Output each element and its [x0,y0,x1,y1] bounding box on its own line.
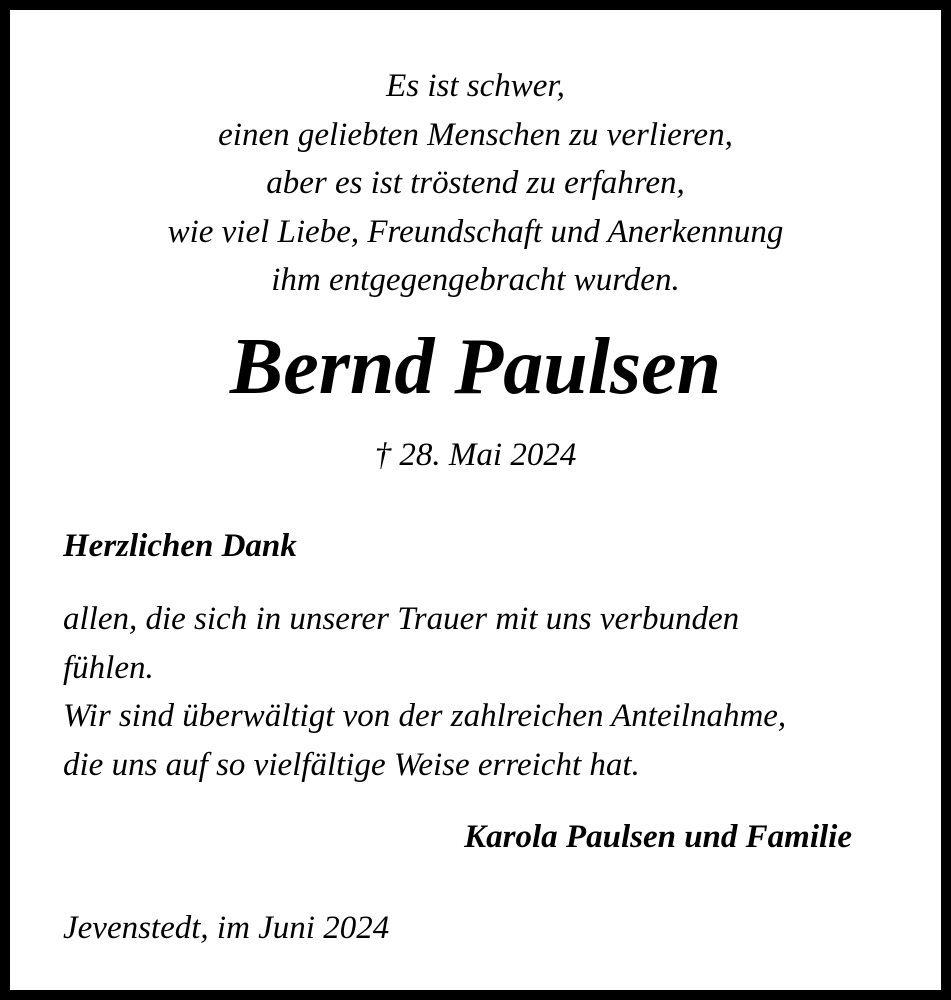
body-line: die uns auf so vielfältige Weise erreicht hat. [63,746,640,783]
death-date: † 28. Mai 2024 [374,437,577,473]
body-line: allen, die sich in unserer Trauer mit uns verbunden [63,601,740,637]
body-line: Wir sind überwältigt von der zahlreichen Anteilnahme, [63,698,787,734]
body-line: fühlen. [63,649,154,686]
poem-line: wie viel Liebe, Freundschaft und Anerkennung [167,213,784,250]
thanks-heading: Herzlichen Dank [63,528,297,564]
deceased-name: Bernd Paulsen [229,323,722,411]
poem-line: aber es ist tröstend zu erfahren, [266,165,685,201]
poem [10,62,941,305]
thanks-body [63,595,786,789]
place-date: Jevenstedt, im Juni 2024 [63,910,390,946]
poem-line: ihm entgegengebracht wurden. [271,262,680,298]
poem-line: einen geliebten Menschen zu verlieren, [218,116,733,153]
poem-line: Es ist schwer, [386,68,565,104]
signature: Karola Paulsen und Familie [464,819,852,855]
